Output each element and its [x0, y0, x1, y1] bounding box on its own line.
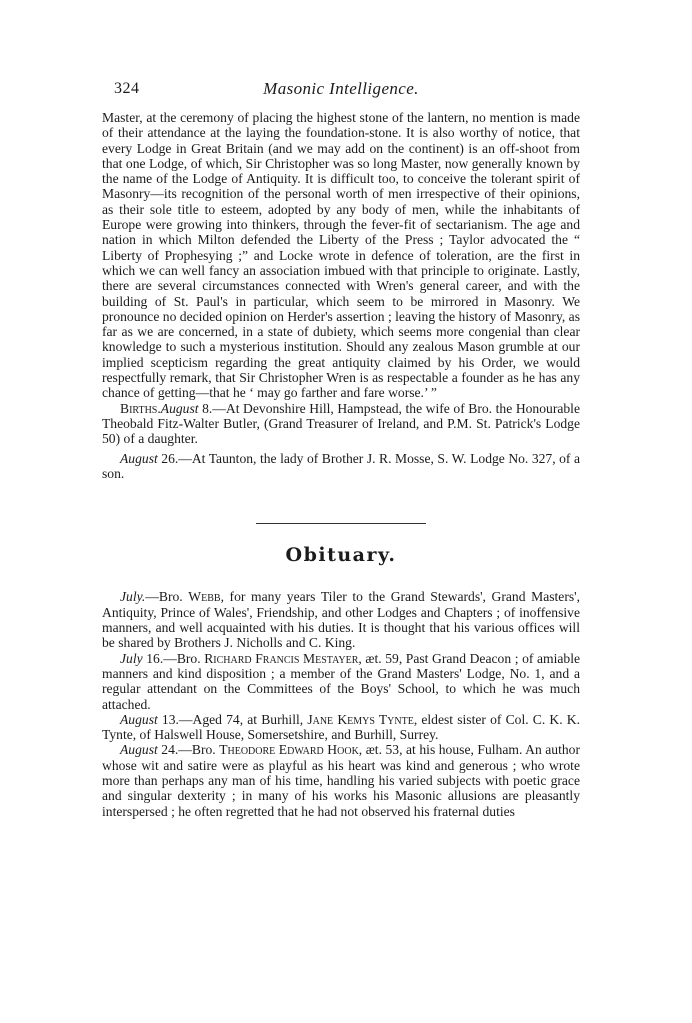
book-page	[102, 76, 580, 819]
obituary-date: July	[120, 650, 143, 666]
section-divider	[256, 523, 426, 524]
obituary-text: , for many years Tiler to the Grand Stewards', Grand Masters', Antiquity, Prince of Wales', Friendship, and other Lodges and Chapters ; of inoffensive manners, and well acquainted with his duties. It is thought that his various offices will be shared by Brothers J. Nicholls and C. King.	[102, 589, 580, 651]
obituary-text: , æt. 53, at his house, Fulham. An author whose wit and satire were as playful as his heart was kind and generous ; who wrote more than perhaps any man of his time, handling his varied subjects with poetic grace and singular dexterity ; in many of his works his Masonic allusions are pleasantly interspersed ; he often regretted that he had not observed his fraternal duties	[102, 742, 580, 819]
obituary-entry	[102, 651, 580, 712]
birth-date: August	[120, 450, 158, 466]
obituary-lead: 13.—Aged 74, at Burhill,	[157, 711, 308, 727]
obituary-lead: 16.—Bro.	[142, 650, 205, 666]
obituary-heading: Obituary.	[285, 544, 397, 567]
obituary-entry	[102, 742, 580, 818]
birth-text: 26.—At Taunton, the lady of Brother J. R. Mosse, S. W. Lodge No. 327, of a son.	[102, 450, 580, 481]
article-body	[102, 110, 580, 819]
obituary-name: Jane Kemys Tynte	[307, 711, 414, 727]
obituary-name: Webb	[188, 589, 221, 605]
obituary-text: , æt. 59, Past Grand Deacon ; of amiable manners and kind disposition ; a member of the Grand Masters' Lodge, No. 1, and a regular attendant on the Committees of the Boys' School, to which he was much attached.	[102, 650, 581, 712]
birth-entry	[102, 401, 580, 447]
obituary-text: , eldest sister of Col. C. K. K. Tynte, of Halswell House, Somersetshire, and Burhill, Surrey.	[102, 711, 580, 743]
obituary-date: July.	[120, 589, 146, 605]
obituary-name: Richard Francis Mestayer	[204, 650, 359, 666]
obituary-entry	[102, 589, 580, 650]
birth-date: August	[160, 400, 199, 416]
obituary-lead: —Bro.	[145, 589, 189, 605]
birth-entry	[102, 451, 580, 482]
page-number: 324	[114, 80, 140, 97]
page-header	[102, 76, 580, 106]
births-label: Births.	[120, 400, 161, 416]
obituary-name: Theodore Edward Hook	[219, 742, 359, 758]
running-head: Masonic Intelligence.	[263, 79, 419, 98]
obituary-date: August	[120, 711, 158, 727]
obituary-list	[102, 589, 580, 818]
obituary-lead: 24.—Bro.	[157, 742, 220, 758]
continuation-paragraph: Master, at the ceremony of placing the highest stone of the lantern, no mention is made of their attendance at the laying the foundation-stone. It is also worthy of notice, that every Lodge in Great Britain (and we may add on the continent) is an off-shoot from that one Lodge, of which, Sir Christopher was so long Master, now generally known by the name of the Lodge of Antiquity. It is difficult too, to conceive the tolerant spirit of Masonry—its recognition of the personal worth of men irrespective of their opinions, as their sole title to esteem, adopted by any body of men, while the inhabitants of Europe were growing into thinkers, through the fever-fit of sectarianism. The age and nation in which Milton defended the Liberty of the Press ; Taylor advocated the “ Liberty of Prophesying ;” and Locke wrote in defence of toleration, are the first in which we can well fancy an association imbued with that principle to originate. Lastly, there are several circumstances connected with Wren's general career, and with the building of St. Paul's in particular, which seem to be mirrored in Masonry. We pronounce no decided opinion on Herder's assertion ; leaving the history of Masonry, as far as we are concerned, in a state of dubiety, which seems more congenial than clear knowledge to such a mysterious institution. Should any zealous Mason grumble at our implied scepticism regarding the great antiquity claimed by his Order, we would respectfully remark, that Sir Christopher Wren is as respectable a founder as he has any chance of getting—that he ‘ may go farther and fare worse.’ ”	[102, 110, 580, 401]
obituary-date: August	[120, 742, 158, 758]
birth-text: 8.—At Devonshire Hill, Hampstead, the wife of Bro. the Honourable Theobald Fitz-Walter Butler, (Grand Treasurer of Ireland, and P.M. St. Patrick's Lodge 50) of a daughter.	[102, 400, 580, 447]
obituary-entry	[102, 712, 580, 743]
